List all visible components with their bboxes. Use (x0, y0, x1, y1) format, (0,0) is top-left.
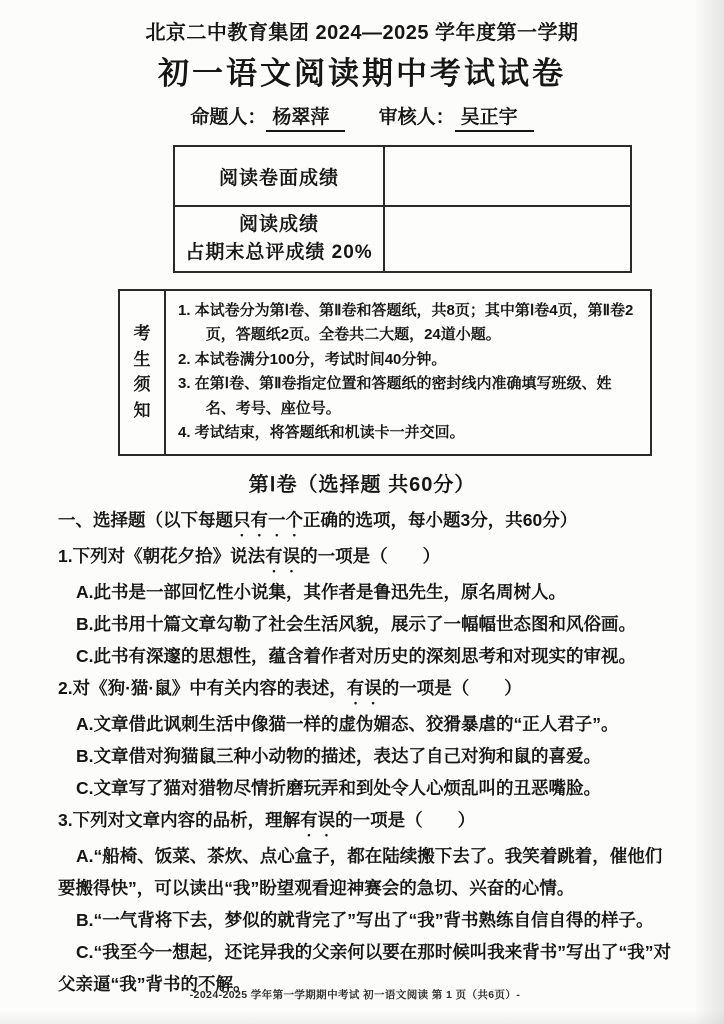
stem-emphasis: 有误 (346, 677, 382, 698)
section-intro (58, 504, 678, 540)
option-a: A.“船椅、饭菜、茶炊、点心盒子，都在陆续搬下去了。我笑着跳着，催他们要搬得快”，可以读出“我”盼望观看迎神赛会的急切、兴奋的心情。 (58, 845, 663, 898)
score-row-label: 阅读卷面成绩 (174, 146, 384, 206)
page-footer: -2024-2025 学年第一学期期中考试 初一语文阅读 第 1 页（共6页）- (189, 989, 521, 1001)
notice-item: 4. 考试结束，将答题纸和机读卡一并交回。 (178, 424, 465, 442)
option-c: C.文章写了猫对猎物尽情折磨玩弄和到处令人心烦乱叫的丑恶嘴脸。 (76, 777, 601, 798)
stem-text: 3.下列对文章内容的品析，理解 (58, 809, 301, 830)
page-title: 初一语文阅读期中考试试卷 (158, 56, 566, 91)
reviewer-name: 吴正宇 (455, 102, 534, 132)
option-b: B.文章借对狗猫鼠三种小动物的描述，表达了自己对狗和鼠的喜爱。 (76, 745, 601, 766)
stem-text: 的一项是（ ） (335, 809, 476, 830)
notice-side-cell (120, 291, 166, 454)
option-c: C.此书有深邃的思想性，蕴含着作者对历史的深刻思考和对现实的审视。 (76, 645, 636, 666)
score-table (173, 145, 632, 273)
notice-item: 2. 本试卷满分100分，考试时间40分钟。 (178, 350, 447, 368)
score-row-value-cell (384, 206, 631, 272)
option-a: A.此书是一部回忆性小说集，其作者是鲁迅先生，原名周树人。 (76, 581, 566, 602)
score-label-line1: 阅读成绩 (238, 213, 319, 235)
intro-post: 正确的选项，每小题3分，共60分） (303, 509, 578, 530)
question-stem (58, 672, 678, 708)
question-stem (58, 804, 678, 840)
notice-body (166, 291, 650, 454)
school-line: 北京二中教育集团 2024—2025 学年度第一学期 (145, 22, 579, 44)
notice-side-label: 考生须知 (133, 324, 151, 420)
option-c: C.“我至今一想起，还诧异我的父亲何以要在那时候叫我来背书”写出了“我”对父亲逼“我”背书的不解。 (58, 941, 671, 994)
setter-label: 命题人： (190, 107, 267, 128)
score-row-value-cell (384, 146, 631, 206)
stem-emphasis: 有误 (300, 809, 336, 830)
question-stem (58, 540, 678, 576)
intro-pre: 一、选择题（以下每题 (58, 509, 233, 530)
notice-box (118, 289, 652, 456)
intro-emphasis: 只有一个 (233, 509, 303, 530)
table-row (174, 206, 631, 272)
option-b: B.“一气背将下去，梦似的就背完了”写出了“我”背书熟练自信自得的样子。 (76, 909, 654, 930)
reviewer-label: 审核人： (378, 107, 455, 128)
section-heading: 第Ⅰ卷（选择题 共60分） (248, 473, 476, 496)
option-b: B.此书用十篇文章勾勒了社会生活风貌，展示了一幅幅世态图和风俗画。 (76, 613, 636, 634)
stem-text: 2.对《狗·猫·鼠》中有关内容的表述， (58, 677, 347, 698)
stem-text: 的一项是（ ） (300, 545, 441, 566)
scan-shadow-bottom (0, 1010, 724, 1024)
option-a: A.文章借此讽刺生活中像猫一样的虚伪媚态、狡猾暴虐的“正人君子”。 (76, 713, 619, 734)
notice-item: 1. 本试卷分为第Ⅰ卷、第Ⅱ卷和答题纸，共8页；其中第Ⅰ卷4页，第Ⅱ卷2页，答题纸2页。全卷共二大题，24道小题。 (178, 302, 634, 344)
score-row-label (174, 206, 384, 272)
stem-emphasis: 有误 (265, 545, 301, 566)
notice-item: 3. 在第Ⅰ卷、第Ⅱ卷指定位置和答题纸的密封线内准确填写班级、姓名、考号、座位号。 (178, 375, 612, 417)
question-area (0, 504, 724, 1000)
stem-text: 的一项是（ ） (381, 677, 522, 698)
stem-text: 1.下列对《朝花夕拾》说法 (58, 545, 266, 566)
score-label-line2: 占期末总评成绩 20% (185, 242, 373, 263)
table-row (174, 146, 631, 206)
persons-line (0, 102, 724, 132)
setter-name: 杨翠萍 (266, 102, 345, 132)
